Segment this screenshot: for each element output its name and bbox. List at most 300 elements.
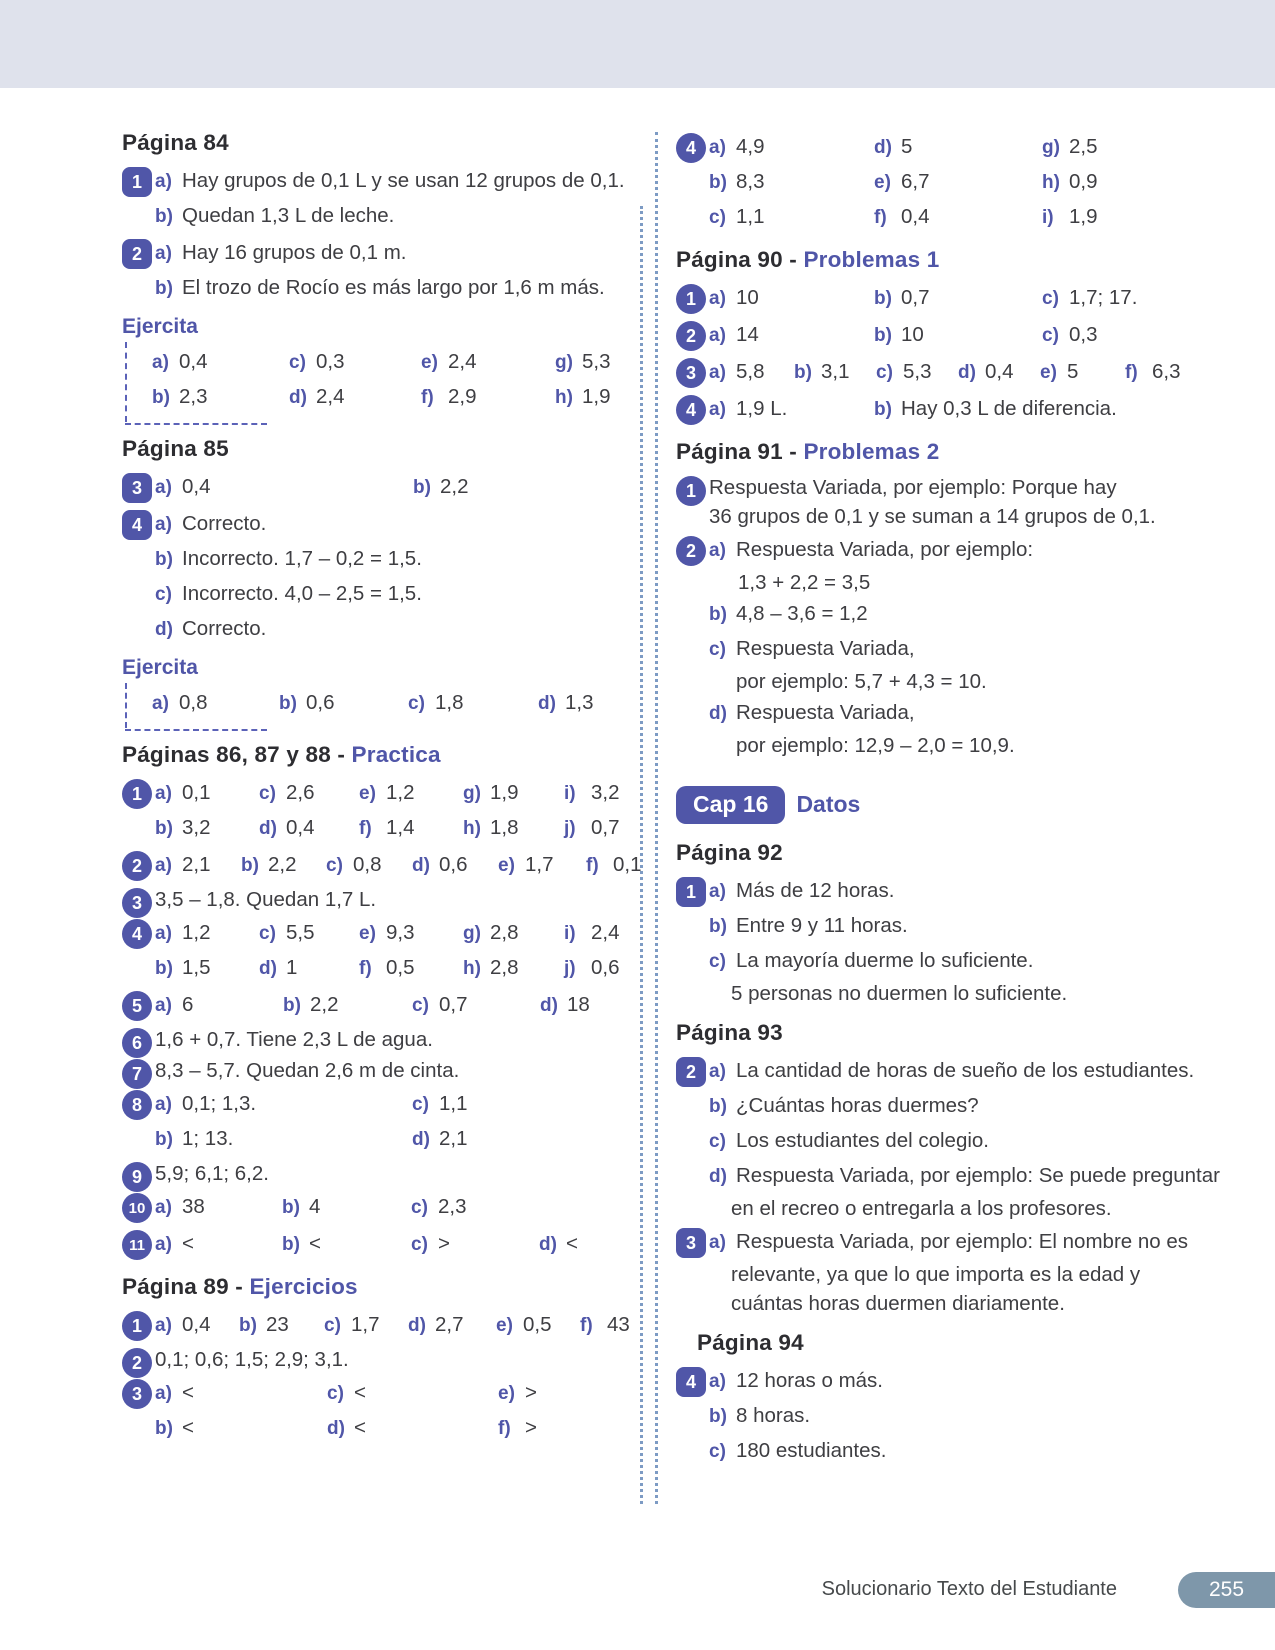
item-badge: 3 [122, 473, 152, 503]
answer-value: 0,8 [179, 691, 208, 714]
answer-value: 8 horas. [736, 1404, 811, 1427]
answer-value: Hay grupos de 0,1 L y se usan 12 grupos de 0,1. [182, 169, 625, 192]
answer-cell [874, 165, 1042, 200]
answer-value: Más de 12 horas. [736, 879, 895, 902]
answer-cell [709, 1225, 1188, 1260]
option-letter: c) [709, 1441, 726, 1462]
answer-cell [324, 1308, 408, 1343]
item-badge: 1 [122, 779, 152, 809]
option-letter: c) [1042, 325, 1059, 346]
item-badge: 3 [122, 1379, 152, 1409]
answer-cell [463, 951, 564, 986]
option-letter: c) [326, 855, 343, 876]
header-band [0, 0, 1275, 88]
option-letter: a) [155, 477, 172, 498]
option-letter: i) [564, 783, 576, 804]
answer-value: 1,8 [435, 691, 464, 714]
answer-cell [152, 345, 289, 380]
answer-value: 5,5 [286, 921, 315, 944]
option-letter: b) [283, 995, 301, 1016]
answer-cell [155, 577, 422, 612]
answer-value: Quedan 1,3 L de leche. [182, 204, 395, 227]
answer-row [155, 951, 632, 986]
answer-item [676, 318, 1206, 353]
answer-text: 36 grupos de 0,1 y se suman a 14 grupos de 0,1. [709, 505, 1156, 528]
answer-row [155, 507, 632, 542]
option-letter: c) [155, 584, 172, 605]
answer-row [155, 848, 642, 883]
answer-cell [538, 686, 594, 721]
option-letter: b) [282, 1234, 300, 1255]
page-header-text: Página 91 - [676, 439, 797, 464]
option-letter: d) [412, 855, 430, 876]
answer-cell [709, 944, 1033, 979]
answer-cell [463, 776, 564, 811]
answer-rows [122, 164, 632, 234]
option-letter: d) [709, 703, 727, 724]
answer-value: 5 [1067, 360, 1079, 383]
option-letter: h) [463, 818, 481, 839]
answer-row [709, 731, 1206, 760]
answer-row [709, 502, 1206, 531]
answer-value: 2,2 [310, 993, 339, 1016]
answer-value: El trozo de Rocío es más largo por 1,6 m más. [182, 276, 605, 299]
answer-cell [259, 916, 359, 951]
option-letter: b) [874, 325, 892, 346]
answer-item [676, 533, 1206, 760]
answer-cell [709, 281, 874, 316]
answer-cell [152, 686, 279, 721]
option-letter: a) [155, 1383, 172, 1404]
answer-value: La mayoría duerme lo suficiente. [736, 949, 1034, 972]
option-letter: d) [259, 958, 277, 979]
answer-rows [676, 473, 1206, 531]
answer-cell [580, 1308, 630, 1343]
answer-row [155, 988, 632, 1023]
answer-cell [709, 165, 874, 200]
answer-value: 5,8 [736, 360, 765, 383]
answer-item [122, 776, 632, 846]
answer-value: 0,3 [1069, 323, 1098, 346]
answer-item [676, 473, 1206, 531]
answer-value: < [182, 1232, 194, 1255]
answer-row [155, 776, 632, 811]
option-letter: a) [709, 1232, 726, 1253]
answer-value: 6,7 [901, 170, 930, 193]
answer-cell [155, 507, 266, 542]
answer-cell [555, 380, 611, 415]
answer-row [709, 533, 1206, 568]
answer-item [676, 1364, 1206, 1469]
answer-cell [327, 1411, 498, 1446]
answer-value: 0,7 [439, 993, 468, 1016]
item-badge: 10 [122, 1193, 152, 1223]
answer-rows [122, 885, 632, 914]
answer-cell [874, 281, 1042, 316]
option-letter: c) [324, 1315, 341, 1336]
answer-cell [421, 345, 555, 380]
answer-cell [463, 811, 564, 846]
option-letter: b) [282, 1197, 300, 1218]
answer-item [122, 236, 632, 306]
answer-cell [282, 1227, 411, 1262]
option-letter: a) [155, 923, 172, 944]
answer-cell [326, 848, 412, 883]
page-header [122, 738, 632, 772]
option-letter: c) [327, 1383, 344, 1404]
answer-value: 2,9 [448, 385, 477, 408]
answer-rows [676, 1364, 1206, 1469]
answer-cell [155, 1411, 327, 1446]
item-badge: 9 [122, 1162, 152, 1192]
answer-item [122, 1159, 632, 1188]
option-letter: c) [411, 1197, 428, 1218]
option-letter: b) [794, 362, 812, 383]
answer-cell [709, 1159, 1220, 1194]
option-letter: b) [155, 818, 173, 839]
option-letter: a) [152, 352, 169, 373]
item-badge: 4 [122, 510, 152, 540]
answer-value: 0,7 [901, 286, 930, 309]
option-letter: b) [709, 172, 727, 193]
answer-value: 2,1 [439, 1127, 468, 1150]
option-letter: f) [359, 958, 372, 979]
page-header [122, 432, 632, 466]
answer-value: 0,6 [306, 691, 335, 714]
item-badge: 1 [676, 284, 706, 314]
option-letter: c) [709, 951, 726, 972]
option-letter: a) [155, 995, 172, 1016]
answer-cell [498, 848, 586, 883]
answer-value: 2,2 [440, 475, 469, 498]
answer-value: > [525, 1381, 537, 1404]
answer-cell [1125, 355, 1181, 390]
item-badge: 5 [122, 991, 152, 1021]
answer-rows [676, 318, 1206, 353]
answer-value: 5,3 [582, 350, 611, 373]
option-letter: b) [413, 477, 431, 498]
option-letter: c) [709, 1131, 726, 1152]
answer-cell [155, 1190, 282, 1225]
option-letter: h) [555, 387, 573, 408]
answer-text: 5 personas no duermen lo suficiente. [731, 982, 1068, 1005]
answer-cell [155, 916, 259, 951]
answer-value: Los estudiantes del colegio. [736, 1129, 990, 1152]
answer-value: 6 [182, 993, 194, 1016]
answer-cell [709, 1434, 886, 1469]
answer-item [122, 470, 632, 505]
section-label: Ejercicios [249, 1274, 358, 1299]
answer-item [122, 988, 632, 1023]
answer-item [676, 874, 1206, 1008]
answer-text: relevante, ya que lo que importa es la edad y [731, 1263, 1141, 1286]
answer-value: 0,5 [386, 956, 415, 979]
answer-cell [958, 355, 1040, 390]
chapter-heading [676, 786, 1206, 824]
option-letter: c) [259, 923, 276, 944]
answer-row [709, 281, 1206, 316]
option-letter: g) [1042, 137, 1060, 158]
answer-value: 1,7; 17. [1069, 286, 1138, 309]
page-header-text: Página 93 [676, 1020, 783, 1045]
answer-value: 0,5 [523, 1313, 552, 1336]
answer-value: Correcto. [182, 617, 267, 640]
option-letter: a) [155, 855, 172, 876]
answer-text: Respuesta Variada, por ejemplo: Porque hay [709, 476, 1117, 499]
answer-cell [709, 533, 1033, 568]
option-letter: f) [359, 818, 372, 839]
option-letter: c) [876, 362, 893, 383]
exercise-box [125, 342, 632, 422]
option-letter: f) [1125, 362, 1138, 383]
answer-value: 0,1 [182, 781, 211, 804]
answer-row [709, 1159, 1220, 1194]
option-letter: f) [421, 387, 434, 408]
option-letter: b) [155, 278, 173, 299]
option-letter: d) [412, 1129, 430, 1150]
answer-value: 2,8 [490, 921, 519, 944]
answer-row [155, 1376, 632, 1411]
answer-cell [259, 951, 359, 986]
answer-cell [412, 1087, 468, 1122]
answer-value: 1,7 [525, 853, 554, 876]
answer-value: < [182, 1416, 194, 1439]
option-letter: e) [874, 172, 891, 193]
page-header [122, 126, 632, 160]
option-letter: a) [709, 325, 726, 346]
chapter-badge: Cap 16 [676, 786, 785, 824]
answer-cell [155, 612, 266, 647]
answer-value: 1,9 [582, 385, 611, 408]
answer-cell [155, 1087, 412, 1122]
answer-value: > [525, 1416, 537, 1439]
option-letter: d) [958, 362, 976, 383]
answer-row [709, 696, 1206, 731]
option-letter: a) [155, 1234, 172, 1255]
answer-value: < [566, 1232, 578, 1255]
answer-cell [241, 848, 326, 883]
option-letter: d) [259, 818, 277, 839]
answer-text: por ejemplo: 5,7 + 4,3 = 10. [736, 670, 987, 693]
option-letter: g) [463, 783, 481, 804]
answer-value: 2,2 [268, 853, 297, 876]
answer-cell [564, 916, 620, 951]
answer-value: 0,9 [1069, 170, 1098, 193]
exercise-box-dash [125, 423, 267, 425]
answer-row [155, 1159, 632, 1188]
answer-rows [122, 1025, 632, 1054]
answer-cell [155, 776, 259, 811]
answer-row [709, 200, 1206, 235]
option-letter: i) [564, 923, 576, 944]
answer-cell [155, 1227, 282, 1262]
option-letter: c) [709, 207, 726, 228]
answer-row [155, 916, 632, 951]
option-letter: c) [412, 995, 429, 1016]
answer-rows [122, 1159, 632, 1188]
answer-rows [122, 848, 642, 883]
answer-value: 4,8 – 3,6 = 1,2 [736, 602, 868, 625]
answer-row [709, 1260, 1206, 1289]
option-letter: c) [289, 352, 306, 373]
item-badge: 3 [122, 888, 152, 918]
option-letter: a) [155, 171, 172, 192]
option-letter: b) [709, 604, 727, 625]
answer-cell [874, 200, 1042, 235]
left-column [122, 118, 642, 1448]
answer-value: 180 estudiantes. [736, 1439, 887, 1462]
answer-cell [540, 988, 590, 1023]
answer-row [709, 874, 1206, 909]
answer-value: 2,6 [286, 781, 315, 804]
answer-item [122, 1087, 632, 1157]
answer-cell [709, 1054, 1194, 1089]
answer-value: 3,1 [821, 360, 850, 383]
option-letter: b) [709, 1406, 727, 1427]
answer-value: 2,4 [591, 921, 620, 944]
answer-cell [155, 470, 413, 505]
answer-rows [122, 776, 632, 846]
option-letter: e) [359, 783, 376, 804]
option-letter: b) [874, 288, 892, 309]
option-letter: e) [496, 1315, 513, 1336]
answer-value: 9,3 [386, 921, 415, 944]
page-header-text: Páginas 86, 87 y 88 - [122, 742, 346, 767]
answer-cell [155, 1308, 239, 1343]
option-letter: d) [874, 137, 892, 158]
answer-value: 2,1 [182, 853, 211, 876]
option-letter: c) [412, 1094, 429, 1115]
answer-text: 5,9; 6,1; 6,2. [155, 1162, 269, 1185]
answer-value: 0,1 [613, 853, 642, 876]
option-letter: h) [1042, 172, 1060, 193]
chapter-title: Datos [796, 791, 861, 817]
item-badge: 3 [676, 1228, 706, 1258]
page-header [676, 243, 1206, 277]
page-header-text: Página 92 [676, 840, 783, 865]
option-letter: g) [463, 923, 481, 944]
item-badge: 4 [122, 919, 152, 949]
answer-value: 1 [286, 956, 298, 979]
answer-value: 18 [567, 993, 590, 1016]
option-letter: d) [538, 693, 556, 714]
answer-row [152, 686, 632, 721]
option-letter: d) [540, 995, 558, 1016]
answer-cell [279, 686, 408, 721]
option-letter: c) [259, 783, 276, 804]
answer-value: 1,4 [386, 816, 415, 839]
answer-item [122, 507, 632, 647]
answer-value: 2,3 [179, 385, 208, 408]
answer-value: 0,8 [353, 853, 382, 876]
answer-value: 0,7 [591, 816, 620, 839]
option-letter: d) [408, 1315, 426, 1336]
answer-value: 1; 13. [182, 1127, 234, 1150]
answer-cell [155, 848, 241, 883]
answer-item [676, 1054, 1220, 1223]
answer-row [155, 1308, 632, 1343]
option-letter: a) [709, 137, 726, 158]
answer-cell [155, 199, 394, 234]
item-badge: 2 [122, 851, 152, 881]
item-badge: 2 [122, 1348, 152, 1378]
answer-row [155, 612, 632, 647]
item-badge: 1 [676, 877, 706, 907]
answer-value: 10 [901, 323, 924, 346]
answer-item [122, 1227, 632, 1262]
answer-rows [676, 533, 1206, 760]
option-letter: h) [463, 958, 481, 979]
answer-row [152, 380, 632, 415]
answer-value: < [354, 1381, 366, 1404]
answer-item [122, 1376, 632, 1446]
answer-cell [259, 811, 359, 846]
answer-row [709, 1225, 1206, 1260]
option-letter: d) [539, 1234, 557, 1255]
answer-value: 2,4 [448, 350, 477, 373]
answer-value: 0,4 [985, 360, 1014, 383]
option-letter: e) [359, 923, 376, 944]
answer-rows [122, 916, 632, 986]
option-letter: d) [155, 619, 173, 640]
page-header-text: Página 85 [122, 436, 229, 461]
ejercita-label: Ejercita [122, 315, 198, 338]
item-badge: 1 [676, 476, 706, 506]
option-letter: a) [155, 243, 172, 264]
answer-value: Respuesta Variada, por ejemplo: Se puede preguntar [736, 1164, 1220, 1187]
answer-cell [155, 811, 259, 846]
answer-cell [1042, 281, 1137, 316]
option-letter: a) [155, 1315, 172, 1336]
answer-value: 8,3 [736, 170, 765, 193]
answer-value: 2,7 [435, 1313, 464, 1336]
option-letter: b) [239, 1315, 257, 1336]
answer-value: Entre 9 y 11 horas. [736, 914, 908, 937]
option-letter: c) [411, 1234, 428, 1255]
page-header [697, 1326, 1206, 1360]
answer-cell [709, 632, 915, 667]
answer-row [709, 1054, 1206, 1089]
answer-text: 3,5 – 1,8. Quedan 1,7 L. [155, 888, 377, 911]
answer-cell [155, 951, 259, 986]
answer-cell [411, 1190, 467, 1225]
option-letter: e) [498, 855, 515, 876]
answer-row [709, 1364, 1206, 1399]
answer-value: 43 [607, 1313, 630, 1336]
answer-rows [122, 1376, 632, 1446]
answer-value: 1,2 [182, 921, 211, 944]
item-badge: 4 [676, 395, 706, 425]
page-header [676, 1016, 1206, 1050]
answer-cell [421, 380, 555, 415]
answer-cell [709, 1364, 883, 1399]
answer-row [709, 1399, 1206, 1434]
answer-cell [408, 686, 538, 721]
answer-row [155, 577, 632, 612]
answer-cell [412, 988, 540, 1023]
answer-value: < [309, 1232, 321, 1255]
item-badge: 3 [676, 358, 706, 388]
answer-value: 0,4 [179, 350, 208, 373]
answer-item [122, 848, 642, 883]
answer-cell [709, 392, 874, 427]
option-letter: a) [709, 1061, 726, 1082]
item-badge: 11 [122, 1230, 152, 1260]
answer-row [155, 1087, 632, 1122]
answer-cell [412, 1122, 468, 1157]
answer-value: 2,5 [1069, 135, 1098, 158]
exercise-box [125, 683, 632, 728]
